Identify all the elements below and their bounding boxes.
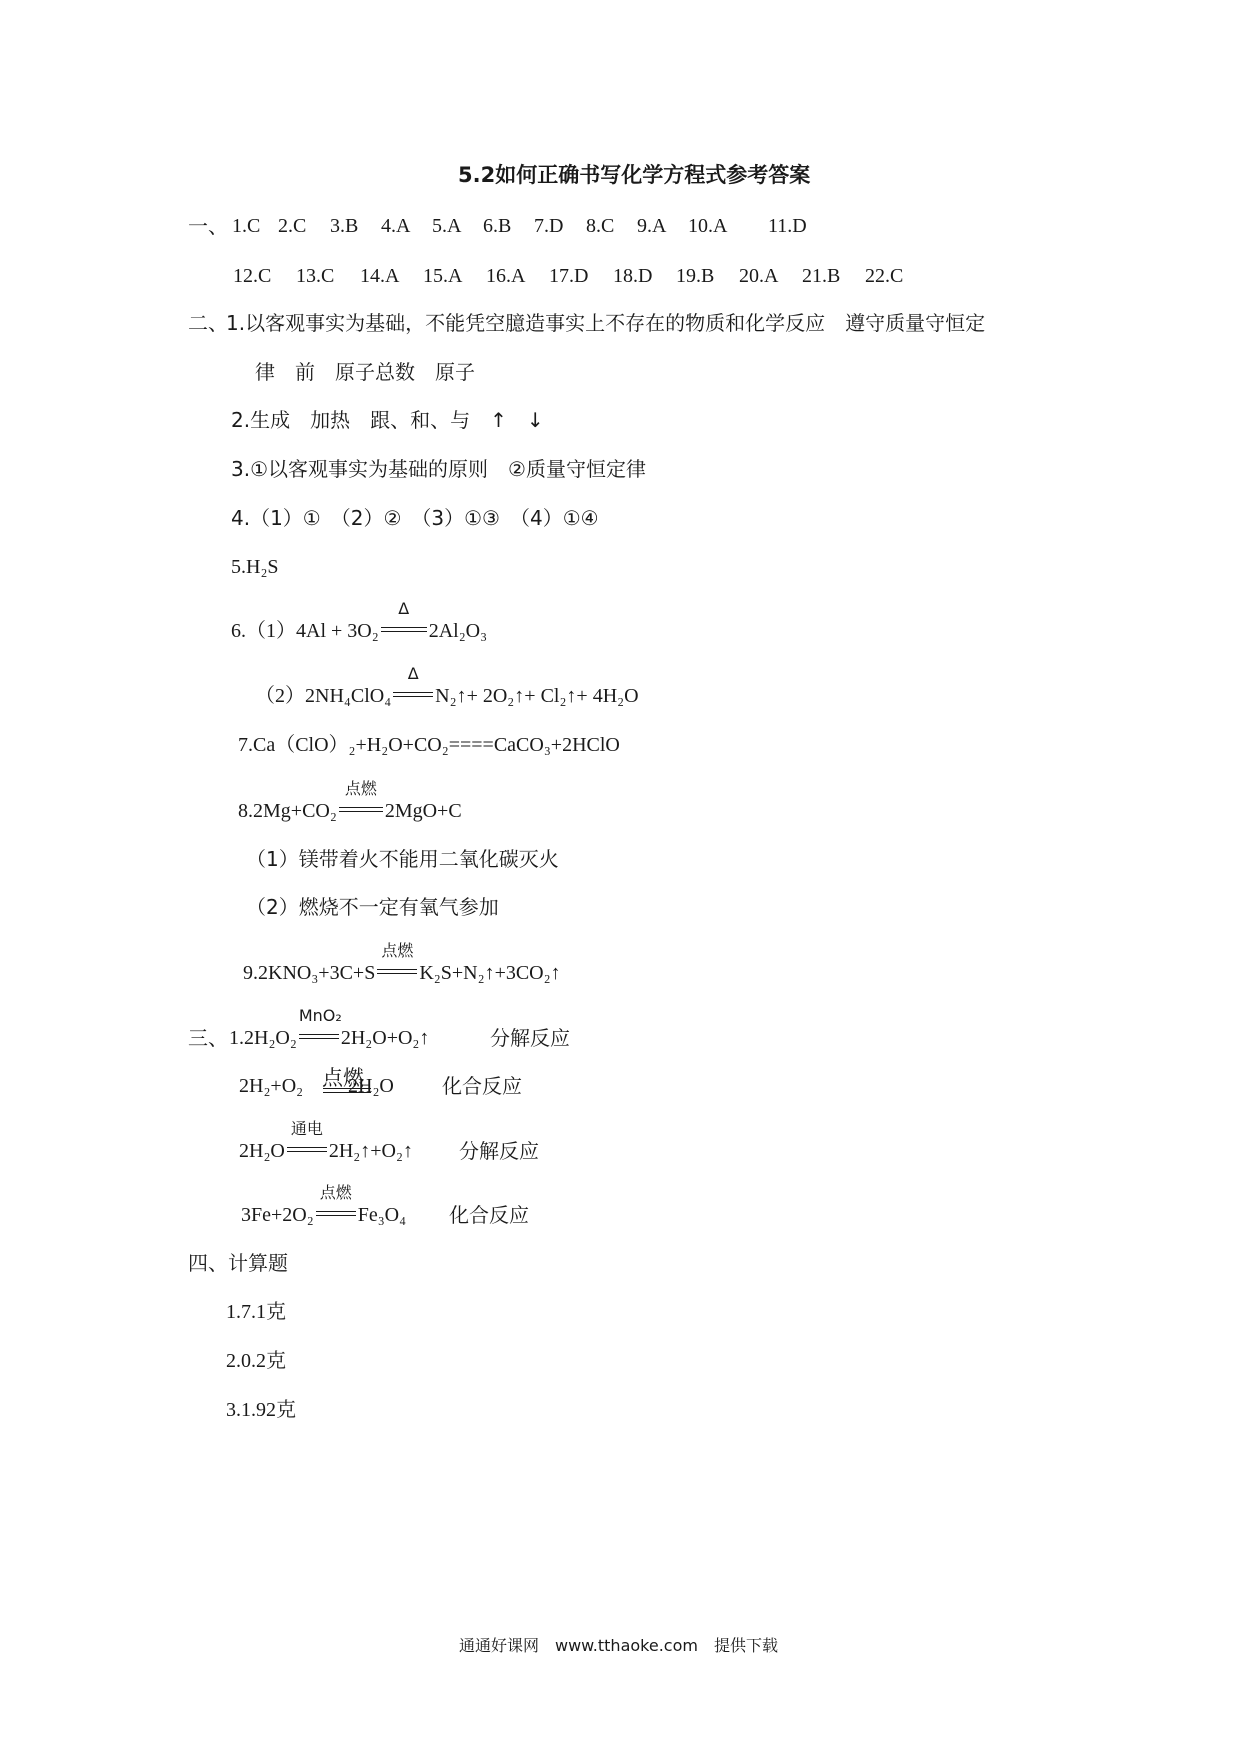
eq-reactants: 3Fe+2O₂ — [241, 1204, 314, 1226]
s3-equation-2-reactants: 2H₂+O₂ — [239, 1075, 304, 1097]
s3-equation-2-condition: 点燃 — [322, 1066, 364, 1090]
answer-item: 19.B — [676, 265, 715, 287]
eq-reactants: （2）2NH₄ClO₄ — [255, 685, 392, 707]
q8-equation — [238, 779, 462, 822]
answer-item: 7.D — [534, 215, 564, 237]
q8-note-1: （1）镁带着火不能用二氧化碳灭火 — [246, 847, 559, 871]
eq-reactants: 8.2Mg+CO₂ — [238, 800, 337, 822]
eq-products: 2H₂O+O₂↑ — [340, 1027, 430, 1049]
q4-answer: 4.（1）① （2）② （3）①③ （4）①④ — [231, 506, 599, 530]
q9-equation — [243, 941, 561, 984]
eq-products: 2Al₂O₃ — [428, 620, 488, 642]
equals-bars — [316, 1211, 356, 1216]
answer-item: 1.C — [232, 215, 261, 237]
equals-bars — [299, 1034, 339, 1039]
s3-equation-1 — [229, 1006, 430, 1049]
reaction-condition: Δ — [398, 599, 410, 618]
answer-item: 3.B — [330, 215, 359, 237]
answer-item: 22.C — [865, 265, 904, 287]
calc-answer-2: 2.0.2克 — [226, 1350, 286, 1372]
section-4-label: 四、计算题 — [188, 1251, 288, 1275]
reaction-condition: Δ — [407, 664, 419, 683]
s3-equation-3 — [239, 1119, 413, 1162]
answer-item: 6.B — [483, 215, 512, 237]
equals-bars — [393, 692, 433, 697]
footer-source: 通通好课网 www.tthaoke.com 提供下载 — [459, 1636, 778, 1655]
reaction-sign — [393, 664, 433, 706]
reaction-condition: 点燃 — [381, 941, 414, 960]
reaction-sign — [316, 1183, 356, 1225]
eq-products: N₂↑+ 2O₂↑+ Cl₂↑+ 4H₂O — [435, 685, 639, 707]
s3-reaction-type-1: 分解反应 — [490, 1026, 570, 1050]
answer-item: 15.A — [423, 265, 463, 287]
eq-products: 2MgO+C — [384, 800, 462, 822]
answer-item: 18.D — [613, 265, 653, 287]
s3-reaction-type-2: 化合反应 — [442, 1074, 522, 1098]
answer-item: 17.D — [549, 265, 589, 287]
s3-reaction-type-4: 化合反应 — [449, 1203, 529, 1227]
eq-reactants: 1.2H₂O₂ — [229, 1027, 297, 1049]
section-3-label: 三、 — [188, 1026, 228, 1050]
answer-item: 10.A — [688, 215, 728, 237]
equals-bars — [377, 969, 417, 974]
section-2-label: 二、 — [188, 311, 228, 335]
q2-answer: 2.生成 加热 跟、和、与 ↑ ↓ — [231, 408, 544, 432]
answer-item: 5.A — [432, 215, 462, 237]
eq-reactants: 9.2KNO₃+3C+S — [243, 962, 376, 984]
s3-reaction-type-3: 分解反应 — [459, 1139, 539, 1163]
s3-equation-4 — [241, 1183, 407, 1226]
equals-bars — [381, 627, 427, 632]
q1-line-2: 律 前 原子总数 原子 — [255, 360, 475, 384]
answers-row-1 — [232, 216, 807, 236]
answer-item: 2.C — [278, 215, 307, 237]
reaction-sign — [339, 779, 383, 821]
answer-item: 4.A — [381, 215, 411, 237]
q5-answer: 5.H₂S — [231, 556, 279, 578]
page-title: 5.2如何正确书写化学方程式参考答案 — [458, 163, 811, 187]
equals-bars — [287, 1147, 327, 1152]
reaction-condition: 通电 — [290, 1119, 323, 1138]
calc-answer-1: 1.7.1克 — [226, 1301, 286, 1323]
answers-row-2 — [233, 266, 903, 286]
q6-equation-2 — [255, 664, 639, 707]
reaction-sign — [298, 1006, 342, 1048]
answer-item: 20.A — [739, 265, 779, 287]
answer-item: 14.A — [360, 265, 400, 287]
reaction-condition: MnO₂ — [298, 1006, 342, 1025]
s3-equation-2-products: 2H₂O — [348, 1075, 394, 1097]
eq-products: Fe₃O₄ — [357, 1204, 407, 1226]
answer-item: 13.C — [296, 265, 335, 287]
calc-answer-3: 3.1.92克 — [226, 1399, 296, 1421]
eq-products: 2H₂↑+O₂↑ — [328, 1140, 413, 1162]
reaction-sign — [287, 1119, 327, 1161]
eq-products: K₂S+N₂↑+3CO₂↑ — [419, 962, 561, 984]
answer-item: 12.C — [233, 265, 272, 287]
section-1-label: 一、 — [188, 214, 228, 238]
reaction-condition: 点燃 — [344, 779, 377, 798]
eq-reactants: 2H₂O — [239, 1140, 285, 1162]
eq-reactants: 6.（1）4Al + 3O₂ — [231, 620, 379, 642]
reaction-sign — [377, 941, 417, 983]
q3-answer: 3.①以客观事实为基础的原则 ②质量守恒定律 — [231, 457, 646, 481]
q8-note-2: （2）燃烧不一定有氧气参加 — [246, 895, 499, 919]
reaction-sign — [381, 599, 427, 641]
q1-line-1: 1.以客观事实为基础，不能凭空臆造事实上不存在的物质和化学反应 遵守质量守恒定 — [226, 311, 986, 335]
answer-item: 16.A — [486, 265, 526, 287]
q6-equation-1 — [231, 599, 488, 642]
answer-item: 8.C — [586, 215, 615, 237]
answer-item: 21.B — [802, 265, 841, 287]
q7-equation: 7.Ca（ClO）₂+H₂O+CO₂====CaCO₃+2HClO — [238, 734, 620, 756]
reaction-condition: 点燃 — [319, 1183, 352, 1202]
equals-bars — [339, 807, 383, 812]
answer-item: 9.A — [637, 215, 667, 237]
answer-item: 11.D — [768, 215, 807, 237]
